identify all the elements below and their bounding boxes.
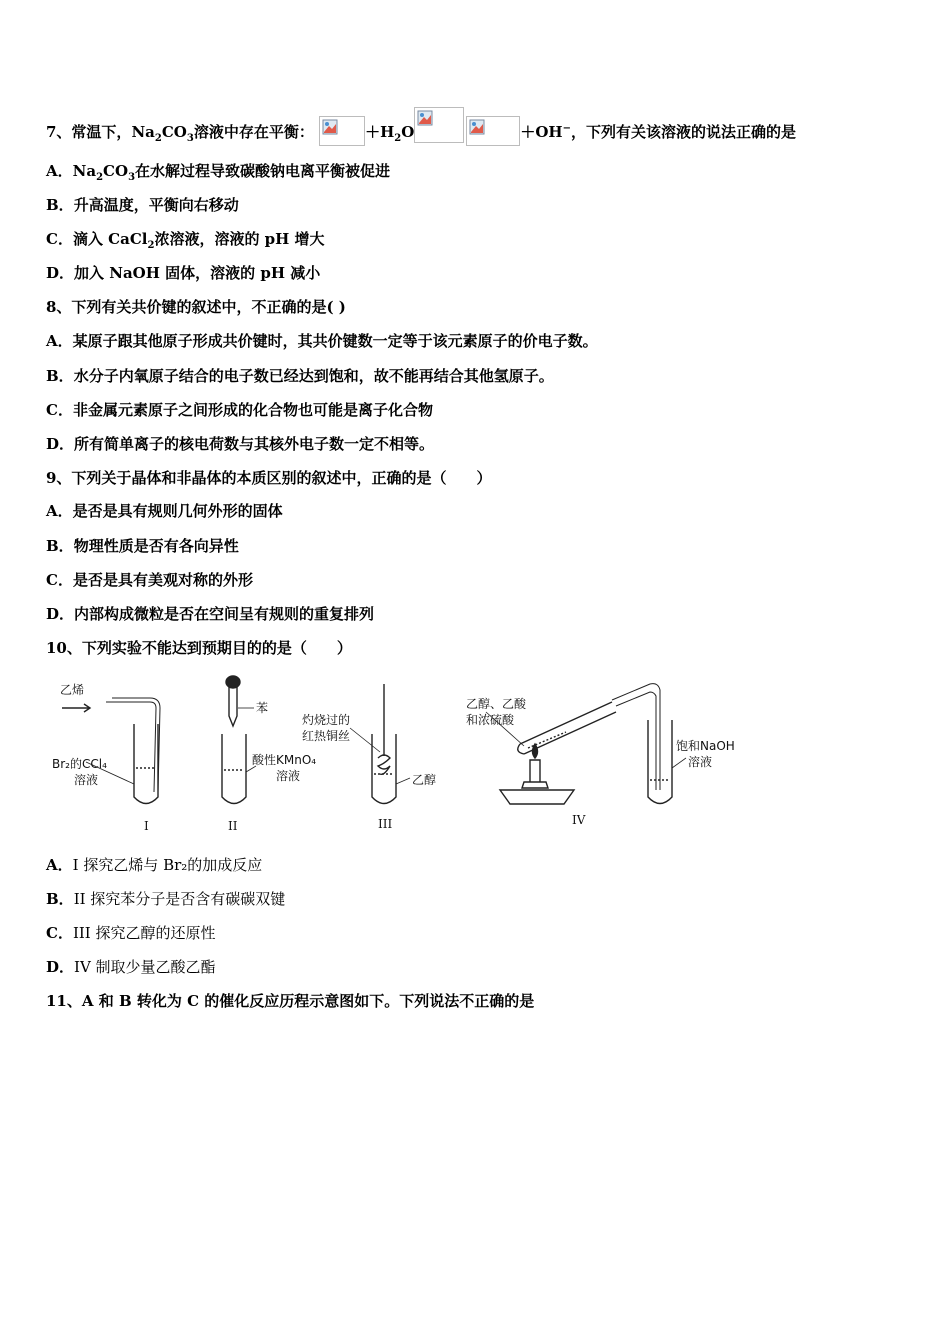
arrow-icon: [62, 704, 90, 712]
experiment-figure: [46, 672, 756, 842]
label-kmno4: 酸性KMnO₄: [252, 753, 317, 767]
q8-option-d: D．所有简单离子的核电荷数与其核外电子数一定不相等。: [46, 435, 435, 453]
delivery-tube: [612, 684, 660, 790]
q7-stem: 7、常温下，$Na_2CO_3$溶液中存在平衡： $+H_2O$ ＋OH−，下列有关该溶液的说法正确的是: [46, 115, 796, 151]
q9-stem: 9、下列关于晶体和非晶体的本质区别的叙述中，正确的是（ ）: [46, 469, 492, 487]
label-reagents-1: 乙醇、乙酸: [466, 697, 527, 711]
label-apparatus-3: III: [378, 817, 393, 831]
label-benzene: 苯: [256, 701, 269, 715]
q8-stem: 8、下列有关共价键的叙述中，不正确的是( ): [46, 298, 346, 316]
tube-2: [222, 734, 246, 804]
broken-image-icon: [466, 116, 520, 146]
q9-option-a: A．是否是具有规则几何外形的固体: [46, 502, 283, 520]
q7-option-d: D．加入 NaOH 固体，溶液的 pH 减小: [46, 264, 321, 282]
tripod: [500, 790, 574, 804]
copper-wire: [378, 684, 390, 774]
q8-option-a: A．某原子跟其他原子形成共价键时，其共价键数一定等于该元素原子的价电子数。: [46, 332, 598, 350]
label-br2-ccl4: Br₂的CCl₄: [52, 757, 107, 771]
q11-stem: 11、A 和 B 转化为 C 的催化反应历程示意图如下。下列说法不正确的是: [46, 992, 535, 1010]
label-heated-wire-2: 红热铜丝: [302, 729, 351, 743]
label-ethanol: 乙醇: [412, 773, 437, 787]
q9-option-b: B．物理性质是否有各向异性: [46, 537, 239, 555]
label-heated-wire-1: 灼烧过的: [302, 713, 351, 727]
gas-inlet-tube: [106, 698, 160, 792]
label-apparatus-2: II: [228, 819, 238, 833]
label-apparatus-4: IV: [572, 813, 586, 827]
label-reagents-2: 和浓硫酸: [466, 713, 515, 727]
q8-option-c: C．非金属元素原子之间形成的化合物也可能是离子化合物: [46, 401, 433, 419]
q7-option-c: C．滴入 CaCl$_2$浓溶液，溶液的 pH 增大: [46, 230, 325, 251]
q9-option-c: C．是否是具有美观对称的外形: [46, 571, 253, 589]
q7-option-a: A．$Na_2CO_3$在水解过程导致碳酸钠电离平衡被促进: [46, 162, 391, 183]
label-solution-1: 溶液: [74, 773, 99, 787]
burner: [522, 760, 548, 788]
label-solution-2: 溶液: [276, 769, 301, 783]
q7-option-b: B．升高温度，平衡向右移动: [46, 196, 239, 214]
q10-option-c: C．III 探究乙醇的还原性: [46, 924, 216, 942]
broken-image-icon: [319, 116, 365, 146]
label-naoh-2: 溶液: [688, 755, 713, 769]
broken-image-icon: [414, 107, 464, 143]
dropper: [229, 686, 237, 726]
q10-stem: 10、下列实验不能达到预期目的的是（ ）: [46, 639, 352, 657]
q10-option-d: D．IV 制取少量乙酸乙酯: [46, 958, 216, 976]
label-naoh-1: 饱和NaOH: [676, 739, 735, 753]
q9-option-d: D．内部构成微粒是否在空间呈有规则的重复排列: [46, 605, 375, 623]
q10-option-a: A．I 探究乙烯与 Br₂的加成反应: [46, 856, 263, 874]
q8-option-b: B．水分子内氧原子结合的电子数已经达到饱和，故不能再结合其他氢原子。: [46, 367, 554, 385]
q10-option-b: B．II 探究苯分子是否含有碳碳双键: [46, 890, 286, 908]
label-apparatus-1: I: [144, 819, 149, 833]
label-ethylene: 乙烯: [60, 683, 85, 697]
